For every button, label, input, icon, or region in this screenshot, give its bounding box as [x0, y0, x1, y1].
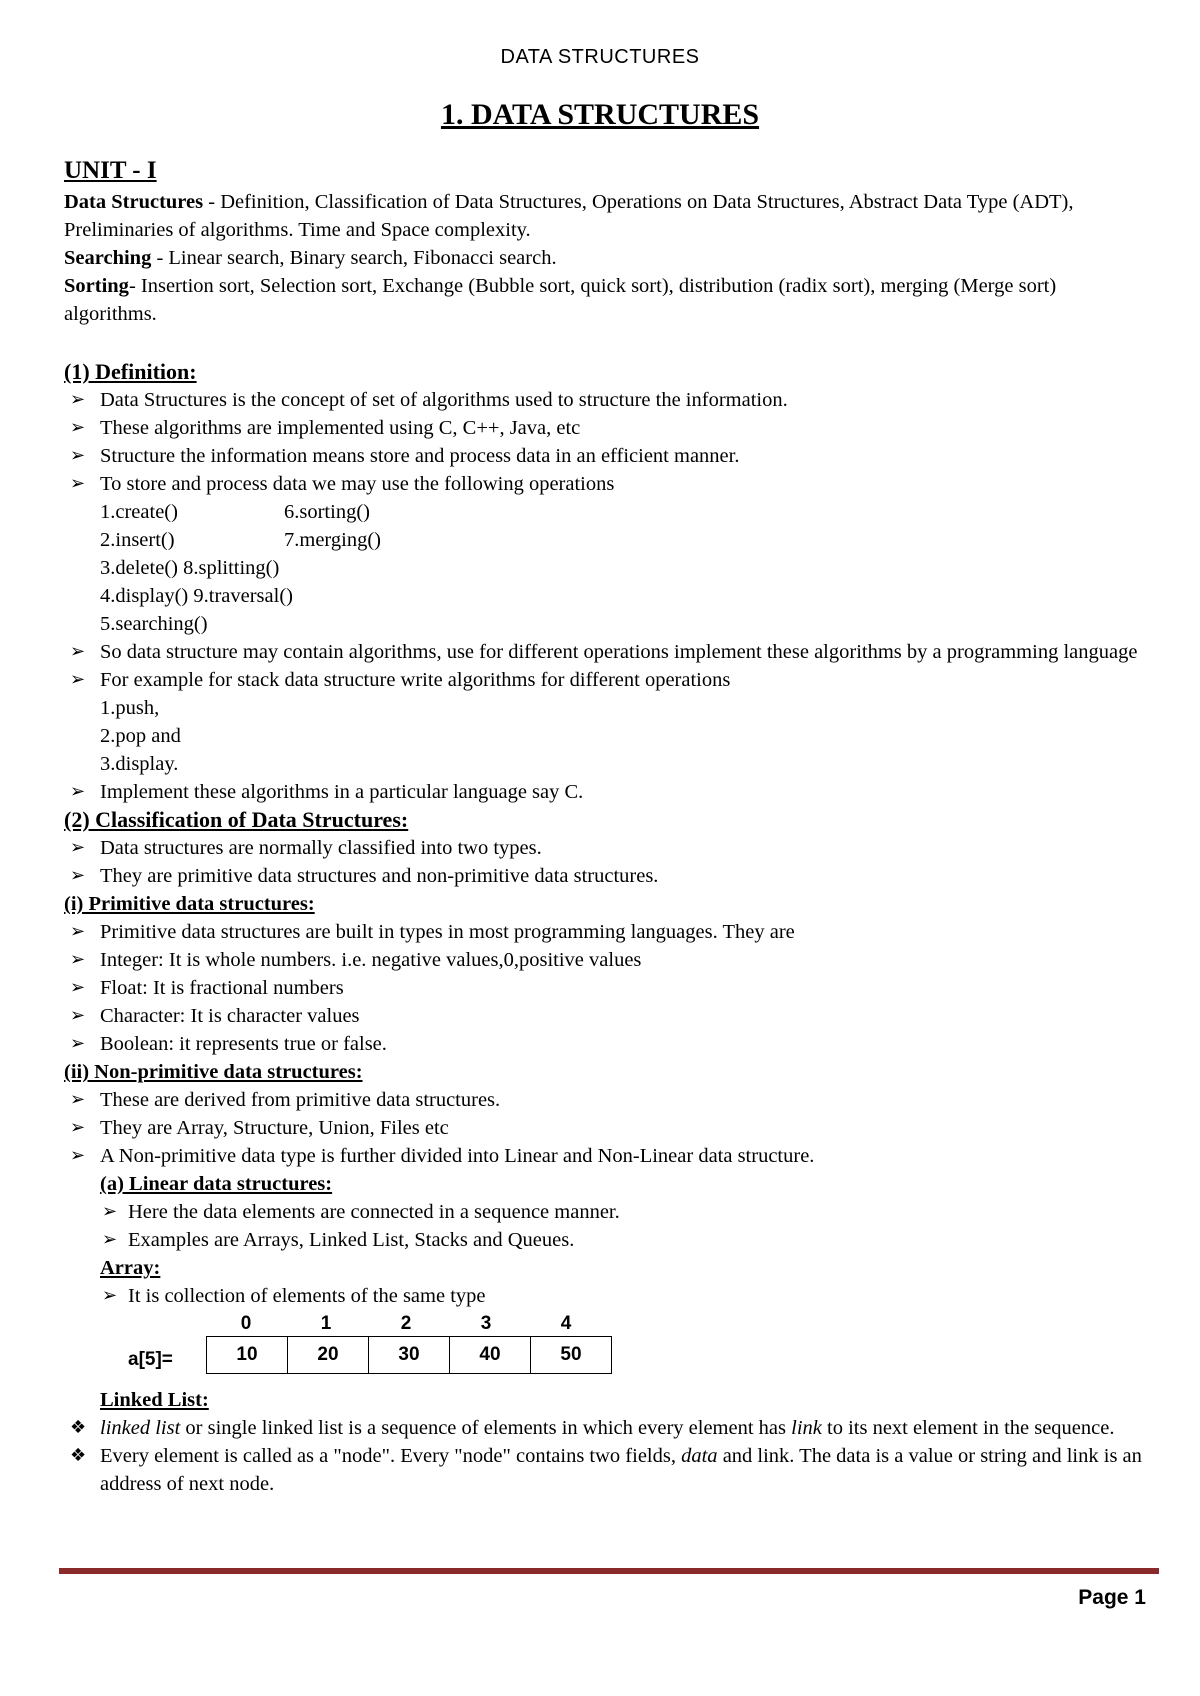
linked-list-list: [64, 1414, 1144, 1498]
definition-list: [64, 386, 1144, 498]
list-item: ➢ Structure the information means store and process data in an efficient manner.: [64, 442, 1144, 470]
list-item: ➢ Implement these algorithms in a particular language say C.: [64, 778, 1144, 806]
list-item: ➢ Character: It is character values: [64, 1002, 1144, 1030]
array-label: a[5]=: [128, 1349, 173, 1370]
page-number: Page 1: [1078, 1586, 1146, 1609]
operations-line: 4.display() 9.traversal(): [100, 585, 293, 607]
array-cell: 30: [368, 1337, 449, 1373]
list-item: ➢ It is collection of elements of the same type: [100, 1282, 1144, 1310]
list-item: ➢ They are primitive data structures and non-primitive data structures.: [64, 862, 1144, 890]
syllabus-searching: Searching - Linear search, Binary search, Fibonacci search.: [64, 247, 557, 269]
linear-list: [100, 1198, 1144, 1254]
list-item: ➢ A Non-primitive data type is further divided into Linear and Non-Linear data structure.: [64, 1142, 1144, 1170]
array-index: 0: [240, 1313, 252, 1334]
list-item: ❖ linked list or single linked list is a sequence of elements in which every element has link to its next element in the sequence.: [64, 1414, 1144, 1442]
list-item: ➢ Examples are Arrays, Linked List, Stacks and Queues.: [100, 1226, 1144, 1254]
definition-heading: (1) Definition:: [64, 359, 197, 384]
list-item: ➢ Primitive data structures are built in types in most programming languages. They are: [64, 918, 1144, 946]
definition-list-2: [64, 638, 1144, 694]
array-index: 2: [400, 1313, 412, 1334]
list-item: ➢ They are Array, Structure, Union, Files etc: [64, 1114, 1144, 1142]
footer-rule: [59, 1568, 1159, 1574]
list-item: ➢ So data structure may contain algorithms, use for different operations implement these algorithms by a programming language: [64, 638, 1144, 666]
syllabus-sorting: Sorting- Insertion sort, Selection sort, Exchange (Bubble sort, quick sort), distribution (radix sort), merging (Merge sort) algorithms.: [64, 275, 1057, 325]
array-index: 4: [560, 1313, 572, 1334]
primitive-heading: (i) Primitive data structures:: [64, 893, 315, 915]
array-heading: Array:: [100, 1257, 161, 1279]
stack-op: 2.pop and: [100, 725, 181, 747]
stack-op: 3.display.: [100, 753, 179, 775]
definition-list-3: [64, 778, 1144, 806]
operations-line: 3.delete() 8.splitting(): [100, 557, 280, 579]
linked-list-heading: Linked List:: [100, 1389, 209, 1411]
page-content: [64, 154, 1144, 1498]
unit-heading: UNIT - I: [64, 157, 157, 184]
list-item: ➢ Boolean: it represents true or false.: [64, 1030, 1144, 1058]
array-cell: 20: [287, 1337, 368, 1373]
nonprimitive-heading: (ii) Non-primitive data structures:: [64, 1061, 363, 1083]
list-item: ➢ These are derived from primitive data structures.: [64, 1086, 1144, 1114]
classification-heading: (2) Classification of Data Structures:: [64, 807, 409, 832]
list-item: ➢ Data structures are normally classified into two types.: [64, 834, 1144, 862]
stack-op: 1.push,: [100, 697, 160, 719]
list-item: ➢ To store and process data we may use the following operations: [64, 470, 1144, 498]
array-index: 1: [320, 1313, 332, 1334]
array-list: [100, 1282, 1144, 1310]
classification-list: [64, 834, 1144, 890]
array-figure: [128, 1310, 1144, 1386]
linear-heading: (a) Linear data structures:: [100, 1173, 333, 1195]
linked-list-section: [64, 1386, 1144, 1414]
list-item: ➢ Integer: It is whole numbers. i.e. negative values,0,positive values: [64, 946, 1144, 974]
list-item: ➢ Data Structures is the concept of set of algorithms used to structure the information.: [64, 386, 1144, 414]
operations-grid: 1.create() 6.sorting() 2.insert() 7.merging(): [100, 501, 381, 551]
syllabus-data-structures: Data Structures - Definition, Classification of Data Structures, Operations on Data Structures, Abstract Data Type (ADT), Preliminaries of algorithms. Time and Space complexity.: [64, 191, 1074, 241]
page-header: DATA STRUCTURES: [500, 46, 700, 68]
linear-section: [64, 1170, 1144, 1310]
list-item: ➢ Float: It is fractional numbers: [64, 974, 1144, 1002]
operations-line: 5.searching(): [100, 613, 208, 635]
primitive-list: [64, 918, 1144, 1058]
array-cell: 50: [530, 1337, 611, 1373]
array-cell: 40: [449, 1337, 530, 1373]
array-cell: 10: [236, 1344, 258, 1365]
array-cells: [206, 1336, 612, 1374]
nonprimitive-list: [64, 1086, 1144, 1170]
document-title: 1. DATA STRUCTURES: [440, 98, 760, 131]
list-item: ❖ Every element is called as a "node". Every "node" contains two fields, data and link. The data is a value or string and link is an address of next node.: [64, 1442, 1144, 1498]
list-item: ➢ Here the data elements are connected in a sequence manner.: [100, 1198, 1144, 1226]
list-item: ➢ These algorithms are implemented using C, C++, Java, etc: [64, 414, 1144, 442]
list-item: ➢ For example for stack data structure write algorithms for different operations: [64, 666, 1144, 694]
array-index: 3: [480, 1313, 492, 1334]
